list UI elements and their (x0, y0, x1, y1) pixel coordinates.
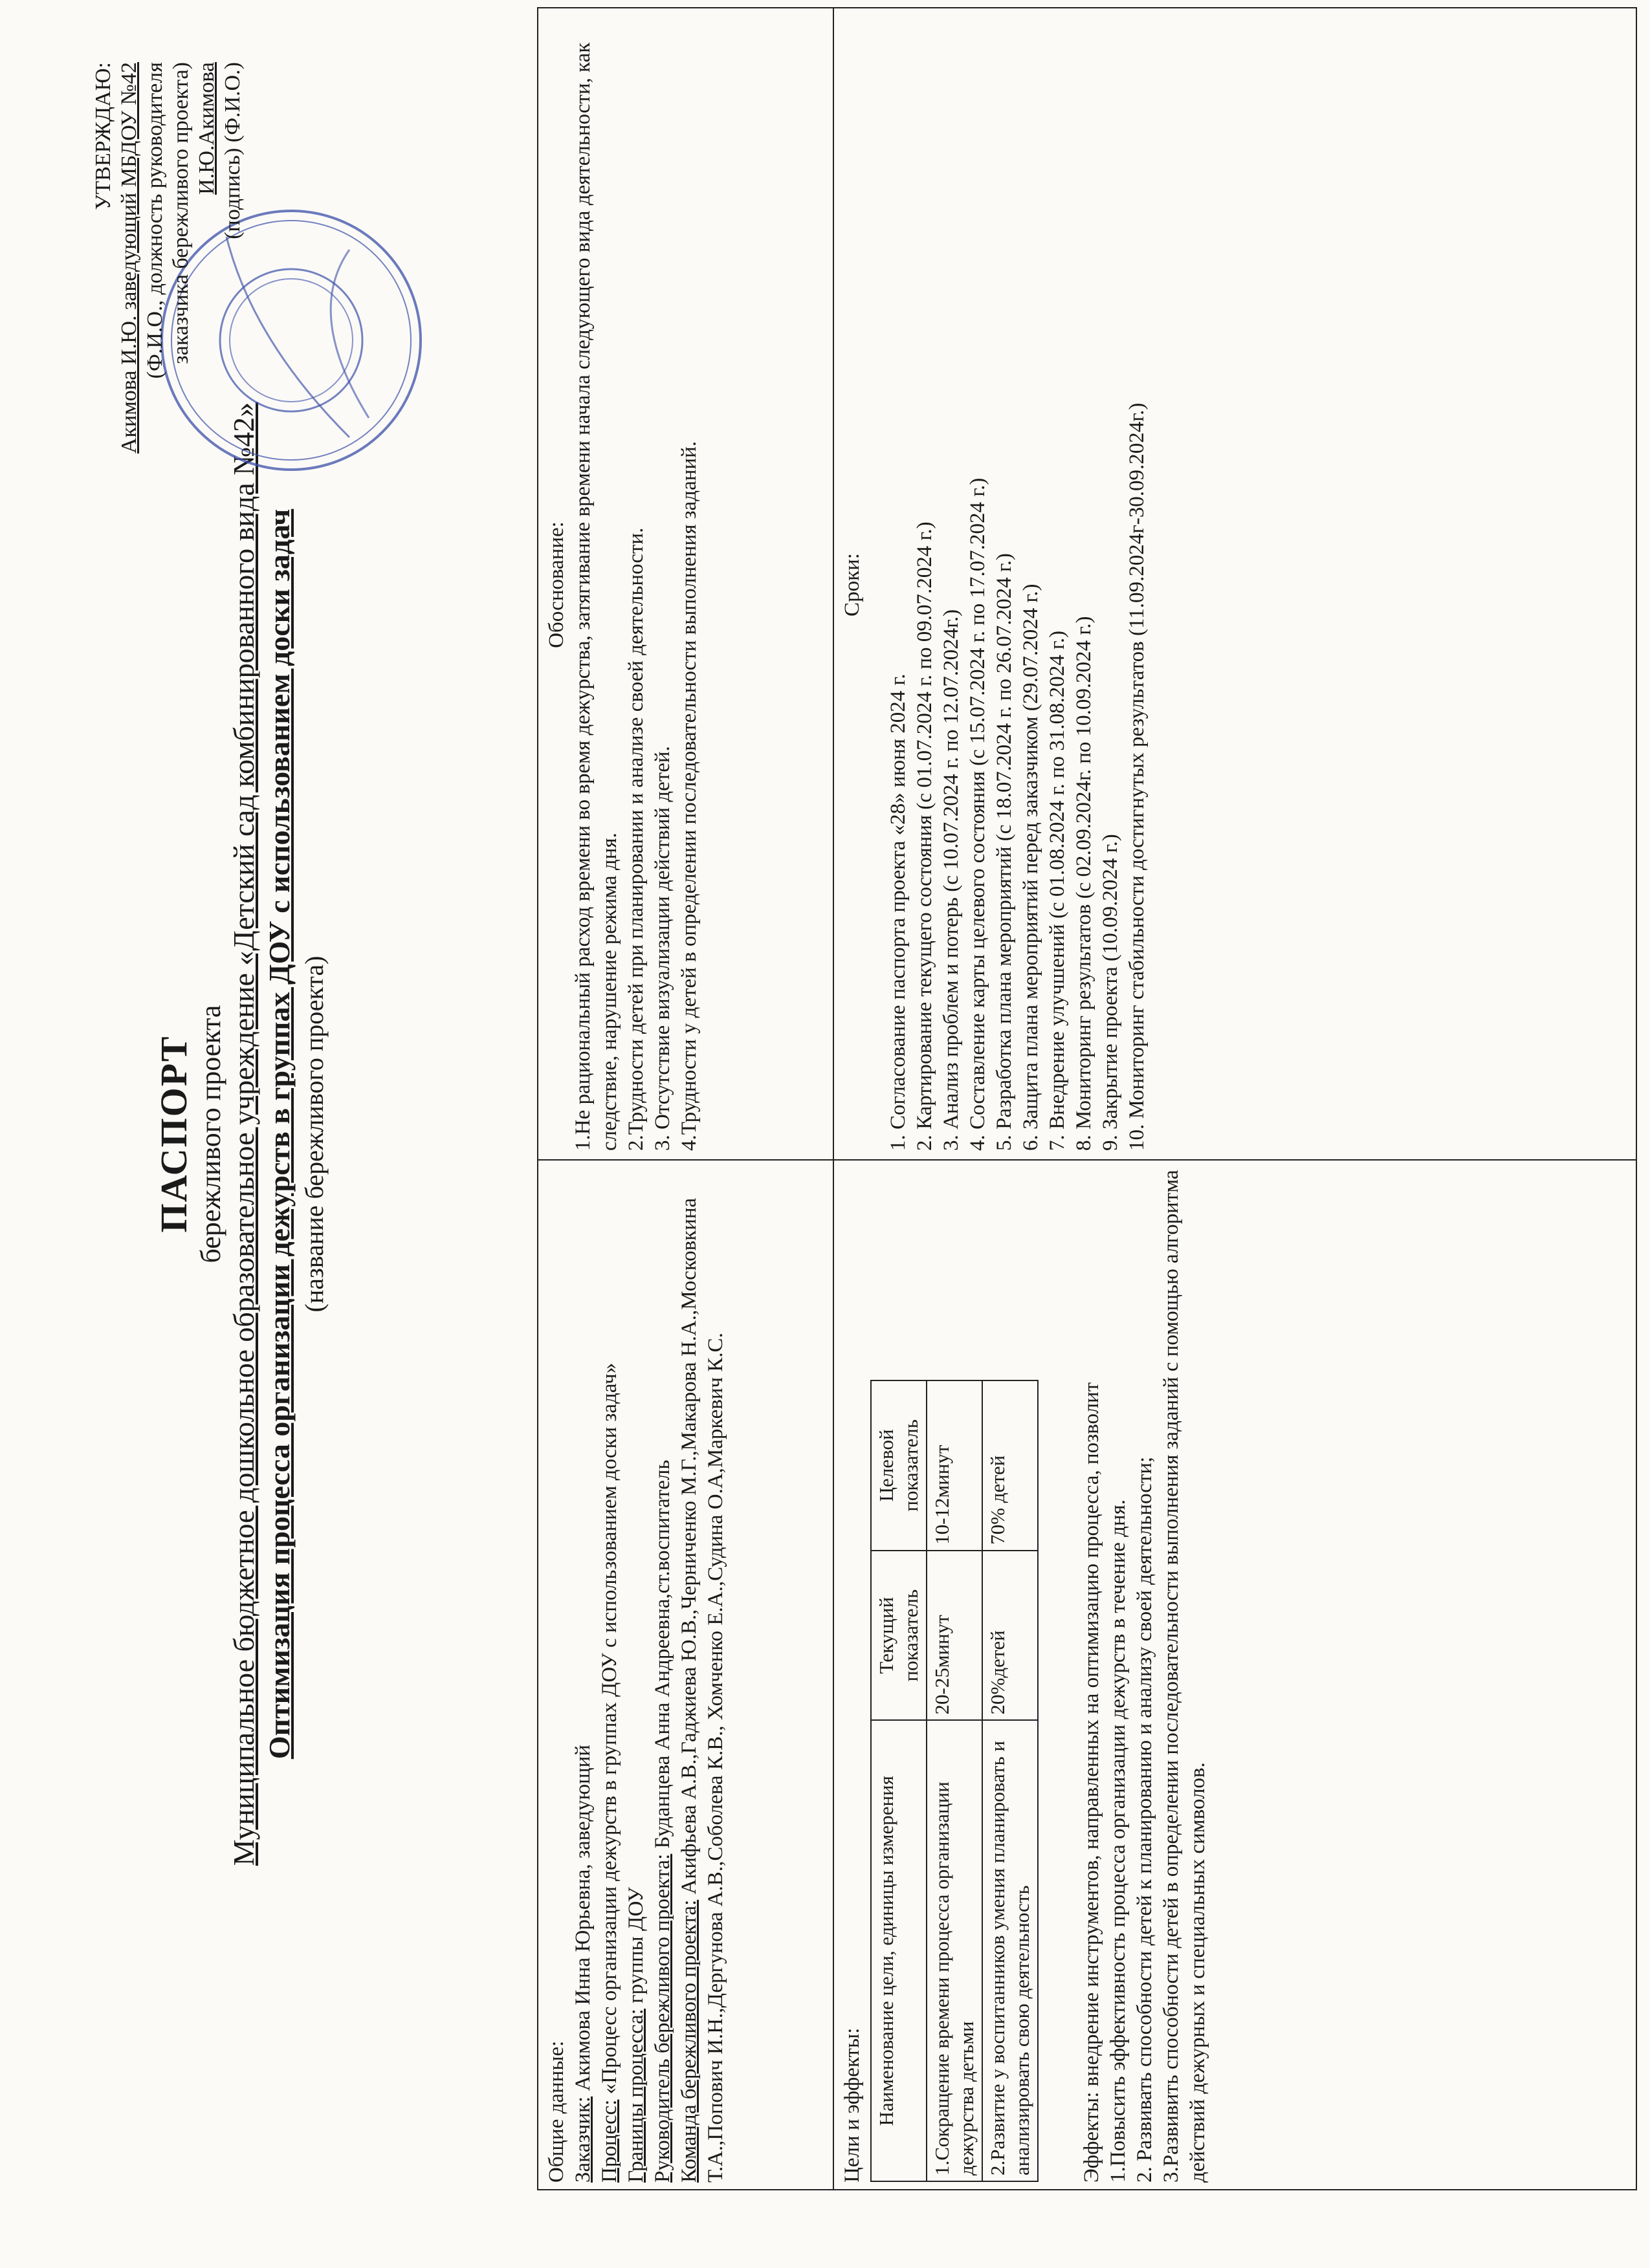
approval-heading: УТВЕРЖДАЮ: (91, 62, 115, 210)
effect-item: 1.Повысить эффективность процесса организации дежурств в течение дня. (1106, 1499, 1130, 2183)
team-label: Команда бережливого проекта: (677, 1899, 701, 2183)
effects-block (1079, 1167, 1211, 2183)
customer-label: Заказчик: (571, 2096, 595, 2183)
schedule-item: 10. Мониторинг стабильности достигнутых результатов (11.09.2024г-30.09.2024г.) (1125, 402, 1149, 1151)
schedule-item: 3. Анализ проблем и потерь (с 10.07.2024 г. по 12.07.2024г.) (940, 609, 963, 1151)
approval-block (91, 62, 246, 476)
schedule-cell (839, 19, 1150, 1151)
approval-caption-2: заказчика бережливого проекта) (169, 62, 193, 364)
approval-signature-name: И.Ю.Акимова (195, 62, 219, 195)
project-name-caption: (название бережливого проекта) (300, 955, 329, 1313)
goal-name: 2.Развитие у воспитанников умения планировать и анализировать свою деятельность (982, 1721, 1038, 2182)
customer-line (570, 1167, 597, 2183)
leader-line (650, 1167, 676, 2183)
bounds-value: группы ДОУ (624, 1887, 648, 2003)
process-line (597, 1167, 623, 2183)
schedule-item: 2. Картирование текущего состояния (с 01.07.2024 г. по 09.07.2024 г.) (913, 521, 936, 1151)
schedule-item: 5. Разработка плана мероприятий (с 18.07.2024 г. по 26.07.2024 г.) (993, 553, 1016, 1151)
table-column-divider (538, 1159, 1636, 1161)
team-line (676, 1167, 729, 2183)
team-value: Акифьева А.В.,Гаджиева Ю.В.,Черниченко М.Г.,Макарова Н.А.,Московкина Т.А.,Попович И.Н.,Дергунова А.В.,Соболева К.В., Хомченко Е.А.,Судина О.А,Маркевич К.С. (677, 1197, 727, 2183)
table-row (927, 1380, 982, 2181)
effect-item: 2. Развивать способности детей к планированию и анализу своей деятельности; (1133, 1456, 1156, 2183)
rationale-item: 4.Трудности у детей в определении последовательности выполнения заданий. (677, 441, 701, 1151)
goal-target: 10-12минут (927, 1380, 982, 1551)
general-data-cell (544, 1167, 729, 2183)
schedule-item: 8. Мониторинг результатов (с 02.09.2024г. по 10.09.2024 г.) (1072, 616, 1095, 1151)
goal-current: 20%детей (982, 1551, 1038, 1721)
passport-table (537, 7, 1637, 2190)
project-name-text: Оптимизация процесса организации дежурств в группах ДОУ с использованием доски задач (263, 508, 296, 1760)
process-label: Процесс: (598, 2099, 621, 2183)
document-title: ПАСПОРТ (153, 1035, 195, 1233)
approval-caption-1: (Ф.И.О., должность руководителя (143, 62, 167, 379)
effect-item: 3.Развивить способности детей в определении последовательности выполнения заданий с помощью алгоритма действий дежурных и специальных символов. (1160, 1170, 1209, 2183)
goals-cell (839, 1164, 1629, 2183)
table-header-row (871, 1380, 927, 2181)
schedule-heading: Сроки: (841, 553, 864, 616)
organization-name-text: Муниципальное бюджетное дошкольное образовательное учреждение «Детский сад комбинированного вида №42» (227, 402, 260, 1866)
general-heading: Общие данные: (545, 2040, 568, 2183)
goal-current: 20-25минут (927, 1551, 982, 1721)
bounds-label: Границы процесса: (624, 2009, 648, 2183)
rationale-item: 3. Отсутствие визуализации действий детей. (651, 746, 674, 1151)
schedule-item: 9. Закрытие проекта (10.09.2024 г.) (1099, 834, 1122, 1151)
effects-intro: Эффекты: внедрение инструментов, направленных на оптимизацию процесса, позволит (1080, 1382, 1103, 2183)
goals-heading: Цели и эффекты: (841, 2027, 864, 2183)
goal-target: 70% детей (982, 1380, 1038, 1551)
schedule-item: 7. Внедрение улучшений (с 01.08.2024 г. по 31.08.2024 г.) (1046, 630, 1069, 1151)
approval-approver: Акимова И.Ю. заведующий МБДОУ №42 (117, 62, 141, 454)
column-header-current: Текущий показатель (871, 1551, 927, 1721)
process-value: «Процесс организации дежурств в группах ДОУ с использованием доски задач» (598, 1362, 621, 2095)
leader-label: Руководитель бережливого проекта: (651, 1853, 674, 2183)
customer-value: Акимова Инна Юрьевна, заведующий (571, 1745, 595, 2091)
table-row (982, 1380, 1038, 2181)
column-header-target: Целевой показатель (871, 1380, 927, 1551)
approval-signature-caption: (подпись) (Ф.И.О.) (221, 62, 245, 239)
schedule-item: 6. Защита плана мероприятий перед заказчиком (29.07.2024 г.) (1019, 583, 1042, 1151)
schedule-item: 4. Составление карты целевого состояния (с 15.07.2024 г. по 17.07.2024 г.) (966, 477, 989, 1151)
goals-indicator-table (870, 1380, 1039, 2182)
rationale-item: 1.Не рациональный расход времени во время дежурства, затягивание времени начала следующего вида деятельности, как следствие, нарушение режима дня. (571, 42, 621, 1151)
goal-name: 1.Сокращение времени процесса организации дежурства детьми (927, 1721, 982, 2182)
column-header-goal: Наименование цели, единицы измерения (871, 1721, 927, 2182)
rationale-cell (544, 19, 703, 1151)
leader-value: Буданцева Анна Андреевна,ст.воспитатель (651, 1459, 674, 1849)
bounds-line (623, 1167, 650, 2183)
rationale-heading: Обоснование: (545, 521, 568, 648)
rationale-item: 2.Трудности детей при планировании и анализе своей деятельности. (624, 527, 648, 1151)
schedule-item: 1. Согласование паспорта проекта «28» июня 2024 г. (886, 673, 910, 1151)
document-subtitle: бережливого проекта (195, 1005, 226, 1263)
table-row-divider (833, 8, 834, 2189)
